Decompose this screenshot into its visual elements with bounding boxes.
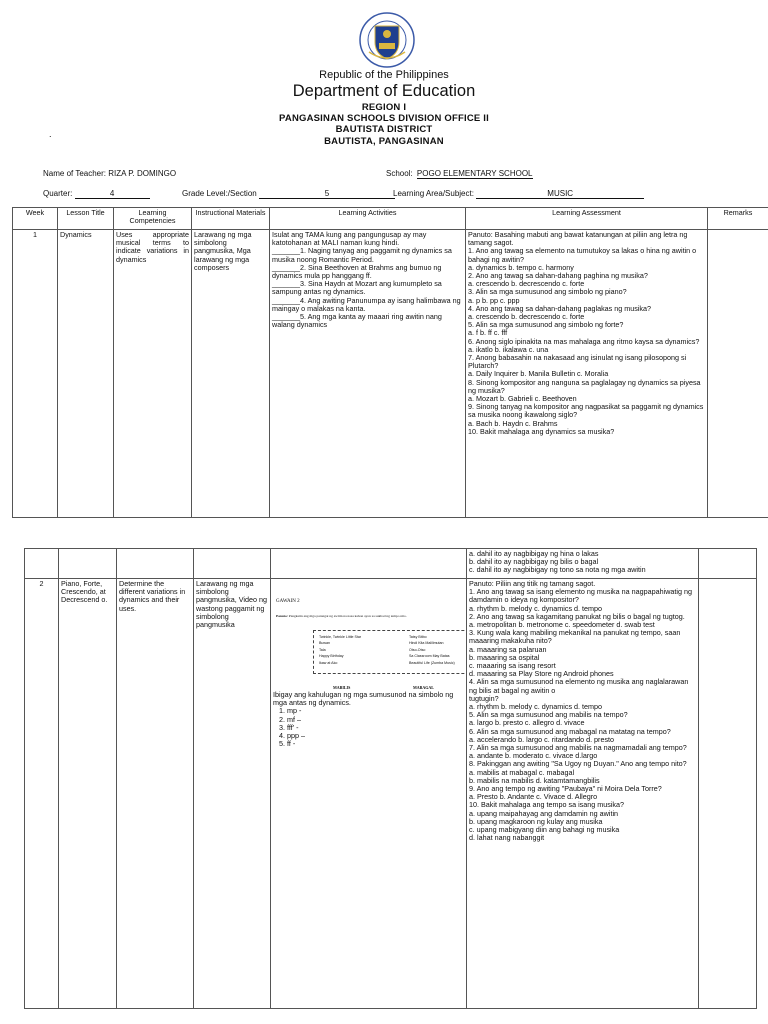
activity-line: _______5. Ang mga kanta ay maaari ring awitin nang walang dynamics [272, 312, 442, 330]
assessment-line: a. p b. pp c. ppp [468, 295, 520, 305]
label-mabagal: MABAGAL [413, 685, 434, 690]
quarter-value: 4 [75, 189, 150, 199]
gawain-title: GAWAIN 2 [276, 599, 300, 604]
assessment-line: b. mabilis na mabilis d. katamtamangbilis [469, 775, 600, 785]
assessment-line: 6. Alin sa mga sumusunod ang mabagal na matatag na tempo? [469, 726, 671, 736]
activity-line: _______1. Naging tanyag ang paggamit ng dynamics sa musika noong Romantic Period. [272, 246, 452, 264]
gawain-instruction-text: Pangkatin ang mga parangat ng awitin na nasa kahon ayon sa sukbad ng tempo nito. [288, 614, 407, 618]
assessment-line: a. Bach b. Haydn c. Brahms [468, 418, 558, 428]
assessment-line: a. dynamics b. tempo c. harmony [468, 262, 574, 272]
remarks-cell [708, 230, 768, 518]
assessment-line: a. crescendo b. decrescendo c. forte [468, 279, 585, 289]
week-cell [25, 549, 59, 579]
assessment-line: d. maaaring sa Play Store ng Android phones [469, 669, 614, 679]
assessment-cell [467, 549, 699, 579]
materials-cell: Larawang ng mga simbolong pangmusika, Mga larawang ng mga composers [192, 230, 270, 518]
header-remarks: Remarks [708, 208, 768, 230]
area-label: Learning Area/Subject: [393, 189, 474, 198]
lesson-title-cell [59, 549, 117, 579]
header-region: REGION I [361, 102, 407, 113]
activity-line: _______2. Sina Beethoven at Brahms ang bumuo ng dynamics mula pp hanggang ff. [272, 262, 442, 281]
assessment-line: a. crescendo b. decrescendo c. forte [468, 312, 585, 322]
header-competencies: Learning Competencies [114, 208, 192, 230]
assessment-line: a. accelerando b. largo c. ritardando d. presto [469, 734, 615, 744]
remarks-cell [699, 549, 757, 579]
grade-line [182, 189, 395, 199]
song-list-right [409, 634, 455, 666]
grade-value: 5 [259, 189, 395, 199]
deped-seal-logo [359, 12, 415, 68]
assessment-line: 5. Alin sa mga sumusunod ang mabilis na tempo? [469, 710, 628, 720]
song-item: Tala [319, 647, 326, 652]
assessment-line: a. f b. ff c. fff [468, 328, 508, 338]
area-line [393, 189, 644, 199]
assessment-line: 4. Alin sa mga sumusunod na elemento ng musika ang naglalarawan ng bilis at bagal ng awitin o [469, 677, 689, 695]
activities-cell [270, 230, 466, 518]
assessment-line: a. andante b. moderato c. vivace d.largo [469, 751, 598, 761]
competency-cell [117, 549, 194, 579]
table-row [25, 549, 757, 579]
assessment-line: 3. Kung wala kang mabiling mekanikal na panukat ng tempo, saan maaaring makakuha nito? [469, 628, 681, 646]
area-value: MUSIC [476, 189, 644, 199]
assessment-line: 2. Ano ang tawag sa kagamitang panukat ng bilis o bagal ng tugtog. [469, 611, 685, 621]
header-assessment: Learning Assessment [466, 208, 708, 230]
assessment-line: 6. Anong siglo ipinakita na mas mahalaga ang ritmo kaysa sa dynamics? [468, 336, 700, 346]
header-materials: Instructional Materials [192, 208, 270, 230]
gawain-instruction-label: Panuto: [276, 614, 288, 618]
song-item: Ikaw at Ako [319, 660, 338, 665]
quarter-line [43, 189, 150, 199]
assessment-line: b. upang magkaroon ng kulay ang musika [469, 816, 603, 826]
assessment-line: 10. Bakit mahalaga ang dynamics sa musika? [468, 426, 615, 436]
song-list-left [319, 634, 361, 666]
assessment-line: a. Presto b. Andante c. Vivace d. Allegro [469, 792, 598, 802]
lesson-table-2 [24, 548, 757, 1009]
assessment-line: a. rhythm b. melody c. dynamics d. tempo [469, 603, 603, 613]
assessment-line: c. maaaring sa isang resort [469, 661, 556, 671]
assessment-line: Panuto: Basahing mabuti ang bawat katanungan at piliin ang letra ng tamang sagot. [468, 230, 688, 248]
header-week: Week [13, 208, 58, 230]
symbol-item: 4. ppp – [287, 732, 464, 740]
assessment-line: c. dahil ito ay nagbibigay ng tono sa nota ng mga awitin [469, 565, 646, 575]
assessment-line: b. maaaring sa ospital [469, 652, 540, 662]
assessment-line: 8. Sinong kompositor ang nanguna sa paglalagay ng dynamics sa piyesa ng musika? [468, 377, 701, 395]
lesson-table-1 [12, 207, 768, 518]
label-mabilis: MABILIS [333, 685, 351, 690]
week-cell: 1 [13, 230, 58, 518]
header-republic: Republic of the Philippines [319, 69, 449, 81]
header-district: BAUTISTA DISTRICT [335, 124, 433, 135]
header-activities: Learning Activities [270, 208, 466, 230]
assessment-cell [467, 579, 699, 1009]
symbol-list [273, 707, 464, 748]
assessment-line: a. Daily Inquirer b. Manila Bulletin c. Moralia [468, 369, 609, 379]
assessment-line: 10. Bakit mahalaga ang tempo sa isang musika? [469, 800, 625, 810]
activities-cell [271, 549, 467, 579]
remarks-cell [699, 579, 757, 1009]
assessment-cell [466, 230, 708, 518]
assessment-line: 9. Ano ang tempo ng awiting "Paubaya" ni Moira Dela Torre? [469, 784, 662, 794]
assessment-line: 2. Ano ang tawag sa dahan-dahang paghina ng musika? [468, 271, 648, 281]
assessment-line: Panuto: Piliin ang titik ng tamang sagot. [469, 579, 596, 588]
assessment-line: 4. Ano ang tawag sa dahan-dahang paglakas ng musika? [468, 303, 652, 313]
song-item: Buwan [319, 641, 330, 646]
assessment-line: a. metropolitan b. metronome c. speedometer d. swab test [469, 620, 655, 630]
assessment-line: d. lahat nang nabanggit [469, 833, 545, 843]
assessment-line: c. upang mabigyang diin ang bahagi ng musika [469, 825, 620, 835]
song-box [313, 630, 467, 674]
assessment-line: 1. Ano ang tawag sa elemento na tumutukoy sa lakas o hina ng awitin o bahagi ng awitin? [468, 246, 697, 264]
assessment-line: a. upang maipahayag ang damdamin ng awitin [469, 808, 619, 818]
song-item: Twinkle, Twinkle Little Star [319, 635, 362, 639]
teacher-name: RIZA P. DOMINGO [108, 169, 177, 178]
symbol-item: 1. mp - [287, 707, 464, 715]
materials-cell: Larawang ng mga simbolong pangmusika, Video ng wastong paggamit ng simbolong pangmusika [194, 579, 271, 1009]
quarter-label: Quarter: [43, 189, 73, 198]
assessment-line: 7. Anong babasahin na nakasaad ang isinulat ng isang pilosopong si Plutarch? [468, 353, 687, 371]
assessment-line: a. mabilis at mabagal c. mabagal [469, 767, 575, 777]
grade-label: Grade Level:/Section [182, 189, 257, 198]
header-lesson-title: Lesson Title [58, 208, 114, 230]
school-line [386, 169, 533, 179]
table-row [25, 579, 757, 1009]
song-item: Happy Birthday [319, 654, 344, 659]
header-town: BAUTISTA, PANGASINAN [324, 136, 444, 147]
table-row [13, 230, 768, 518]
assessment-line: 1. Ano ang tawag sa isang elemento ng musika na nagpapahiwatig ng damdamin o ideya ng kompositor? [469, 587, 692, 605]
symbol-item: 3. fff' - [287, 724, 464, 732]
song-item: Otso-Otso [409, 647, 426, 652]
assessment-line: a. dahil ito ay nagbibigay ng hina o lakas [469, 549, 599, 558]
assessment-line: a. Mozart b. Gabrieli c. Beethoven [468, 394, 577, 404]
lesson-title-cell: Dynamics [58, 230, 114, 518]
assessment-line: 3. Alin sa mga sumusunod ang simbolo ng piano? [468, 287, 627, 297]
assessment-line: 8. Pakinggan ang awiting "Sa Ugoy ng Duyan." Ano ang tempo nito? [469, 759, 687, 769]
header-division: PANGASINAN SCHOOLS DIVISION OFFICE II [279, 113, 489, 124]
stray-dot: . [49, 129, 52, 139]
competency-cell: Uses appropriate musical terms to indicate variations in dynamics [114, 230, 192, 518]
assessment-line: 7. Alin sa mga sumusunod ang mabilis na nagmamadali ang tempo? [469, 743, 687, 753]
header-department: Department of Education [292, 82, 476, 100]
school-label: School: [386, 169, 413, 178]
activity-line: Isulat ang TAMA kung ang pangungusap ay may katotohanan at MALI naman kung hindi. [272, 230, 427, 248]
song-item: Tatsy Bitbo [409, 635, 427, 639]
assessment-line: a. rhythm b. melody c. dynamics d. tempo [469, 702, 603, 712]
song-item: Beautiful Life (Zumba Music) [409, 660, 455, 665]
activity-line: _______3. Sina Haydn at Mozart ang kumumpleto sa sampung antas ng dynamics. [272, 279, 442, 297]
symbol-item: 2. mf – [287, 716, 464, 724]
teacher-line [43, 169, 176, 178]
song-item: Hindi Kita Malilimutan [409, 641, 444, 646]
gawain-instruction [276, 614, 407, 618]
lesson-title-cell: Piano, Forte, Crescendo, at Decrescend o. [59, 579, 117, 1009]
activities-cell [271, 579, 467, 1009]
week-cell: 2 [25, 579, 59, 1009]
table-header-row [13, 208, 768, 230]
assessment-line: a. ikatlo b. ikalawa c. una [468, 344, 549, 354]
competency-cell: Determine the different variations in dynamics and their uses. [117, 579, 194, 1009]
symbol-item: 5. ff - [287, 740, 464, 748]
assessment-line: 9. Sinong tanyag na kompositor ang nagpasikat sa paggamit ng dynamics sa musika noong ikawalong siglo? [468, 402, 704, 420]
assessment-line: b. dahil ito ay nagbibigay ng bilis o bagal [469, 557, 599, 567]
assessment-line: tugtugin? [469, 693, 499, 703]
teacher-label: Name of Teacher: [43, 169, 106, 178]
materials-cell [194, 549, 271, 579]
school-name: POGO ELEMENTARY SCHOOL [416, 169, 533, 178]
activity-instruction: Ibigay ang kahulugan ng mga sumusunod na simbolo ng mga antas ng dynamics. [273, 690, 454, 708]
assessment-line: 5. Alin sa mga sumusunod ang simbolo ng forte? [468, 320, 624, 330]
song-item: Sa Classroom May Batas [409, 654, 450, 659]
activity-line: _______4. Ang awiting Panunumpa ay isang halimbawa ng maingay o malakas na kanta. [272, 295, 461, 313]
gawain-image [273, 586, 467, 691]
assessment-line: a. largo b. presto c. allegro d. vivace [469, 718, 585, 728]
assessment-line: a. maaaring sa palaruan [469, 644, 547, 654]
